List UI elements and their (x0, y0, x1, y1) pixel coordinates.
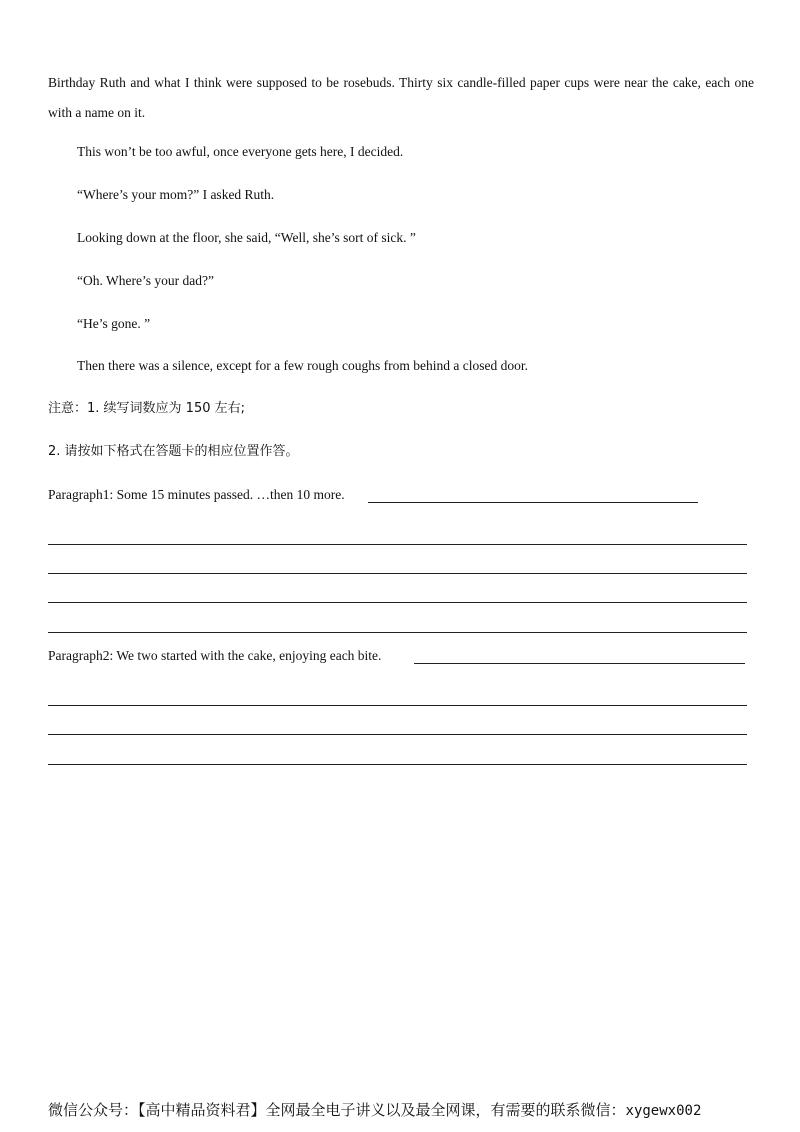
story-line-5: “He’s gone. ” (77, 316, 151, 331)
paragraph1-answer-line-1[interactable] (48, 544, 747, 545)
story-line-6: Then there was a silence, except for a few rough coughs from behind a closed door. (77, 358, 528, 373)
paragraph2-answer-line-3[interactable] (48, 764, 747, 765)
note-answer-format: 2. 请按如下格式在答题卡的相应位置作答。 (48, 444, 299, 459)
footer-wechat-id: xygewx002 (625, 1103, 702, 1119)
story-opening-paragraph: Birthday Ruth and what I think were supposed to be rosebuds. Thirty six candle-filled paper cups were near the cake, each one with a name on it. (48, 75, 754, 120)
story-line-2: “Where’s your mom?” I asked Ruth. (77, 187, 275, 202)
paragraph2-answer-line-1[interactable] (48, 705, 747, 706)
paragraph1-answer-line-2[interactable] (48, 573, 747, 574)
paragraph2-prompt: Paragraph2: We two started with the cake, enjoying each bite. (48, 648, 382, 663)
story-line-1: This won’t be too awful, once everyone gets here, I decided. (77, 144, 404, 159)
paragraph2-answer-line-2[interactable] (48, 734, 747, 735)
paragraph1-prompt: Paragraph1: Some 15 minutes passed. …then 10 more. (48, 487, 345, 502)
story-line-4: “Oh. Where’s your dad?” (77, 273, 214, 288)
footer-text: 微信公众号：【高中精品资料君】全网最全电子讲义以及最全网课，有需要的联系微信： (48, 1101, 626, 1119)
paragraph1-answer-line-3[interactable] (48, 602, 747, 603)
story-line-3: Looking down at the floor, she said, “Well, she’s sort of sick. ” (77, 230, 416, 245)
paragraph1-inline-answer-line[interactable] (368, 502, 698, 503)
paragraph1-answer-line-4[interactable] (48, 632, 747, 633)
paragraph2-inline-answer-line[interactable] (414, 663, 745, 664)
note-word-count: 注意：1. 续写词数应为 150 左右; (48, 401, 245, 416)
footer-banner (48, 1100, 758, 1121)
